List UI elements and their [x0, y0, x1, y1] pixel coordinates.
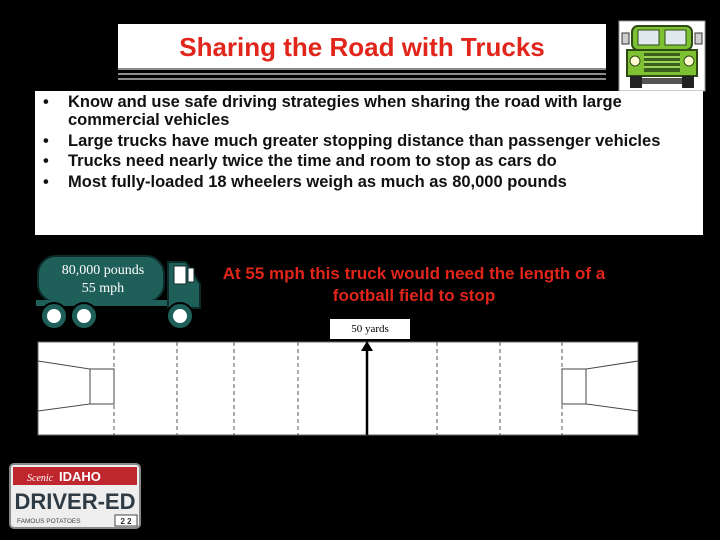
bullet-list [35, 91, 703, 235]
idaho-driver-ed-plate-logo [9, 463, 141, 529]
bullet-item: • Large trucks have much greater stopping distance than passenger vehicles [43, 133, 697, 151]
tanker-weight: 80,000 pounds [61, 263, 145, 278]
fifty-yard-label: 50 yards [330, 319, 410, 339]
bullet-item: • Know and use safe driving strategies when sharing the road with large commercial vehicles [43, 94, 697, 130]
tanker-label [44, 262, 162, 298]
title-box [118, 24, 606, 68]
bullet-item: • Most fully-loaded 18 wheelers weigh as much as 80,000 pounds [43, 174, 697, 192]
svg-text:DRIVER-ED: DRIVER-ED [14, 489, 136, 514]
svg-text:FAMOUS POTATOES: FAMOUS POTATOES [17, 518, 81, 525]
green-truck-icon [618, 20, 706, 92]
tanker-speed: 55 mph [81, 281, 125, 296]
title-underline [118, 68, 606, 83]
bullet-item: • Trucks need nearly twice the time and room to stop as cars do [43, 153, 697, 171]
stopping-distance-text: At 55 mph this truck would need the length of a football field to stop [222, 264, 606, 305]
slide-title: Sharing the Road with Trucks [179, 32, 545, 62]
svg-text:Scenic: Scenic [27, 473, 54, 484]
football-field-diagram [37, 341, 639, 436]
svg-text:IDAHO: IDAHO [59, 469, 101, 484]
svg-text:2 2: 2 2 [120, 517, 132, 526]
